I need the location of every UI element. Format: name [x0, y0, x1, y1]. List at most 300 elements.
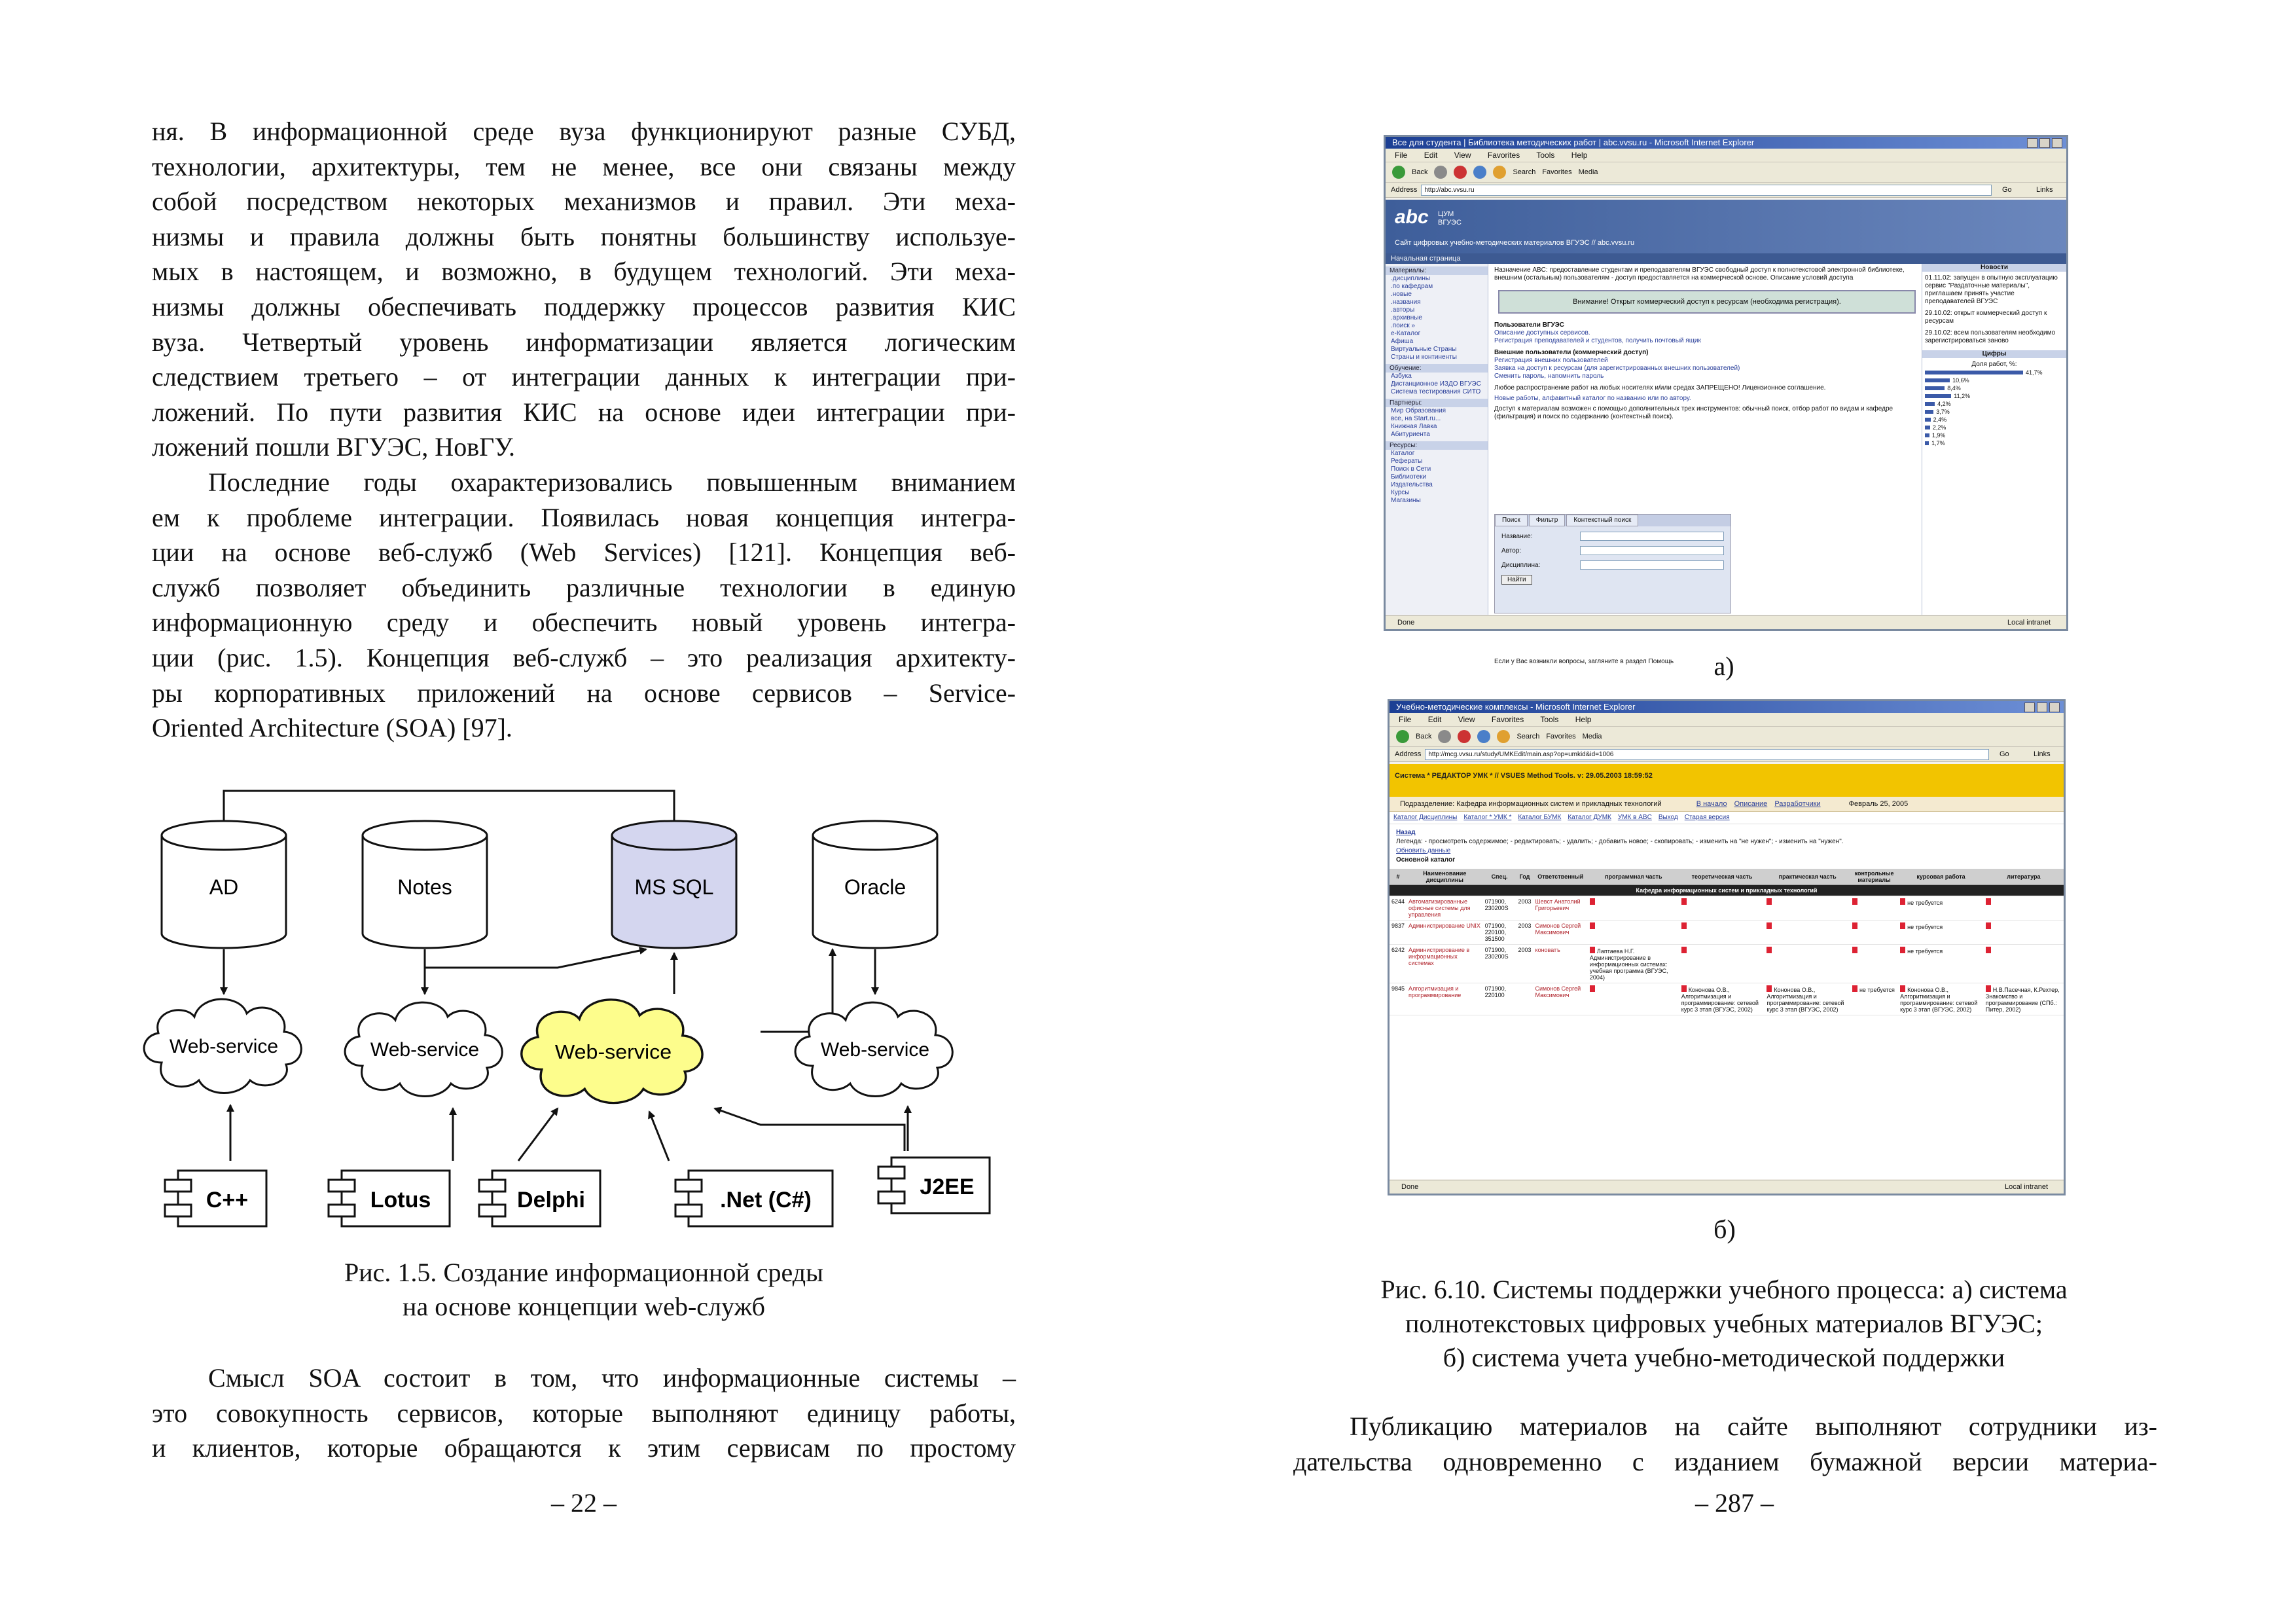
- sidebar-item[interactable]: Азбука: [1391, 373, 1412, 380]
- cell-text: 6242: [1391, 947, 1405, 953]
- paragraph-right: [1293, 1409, 2157, 1479]
- nav-link[interactable]: УМК в ABC: [1617, 814, 1652, 821]
- stat-row: [1925, 431, 2064, 439]
- stat-row: [1925, 416, 2064, 424]
- sidebar-item[interactable]: e-Каталог: [1391, 330, 1421, 337]
- stat-row: [1925, 408, 2064, 416]
- screenshot-label-b: б): [1713, 1214, 1736, 1244]
- go-button[interactable]: Go: [2000, 750, 2009, 758]
- table-cell[interactable]: [1534, 945, 1588, 983]
- ad-mssql-link: [224, 791, 674, 825]
- sidebar-item[interactable]: .авторы: [1391, 306, 1415, 314]
- external-item[interactable]: Сменить пароль, напомнить пароль: [1494, 373, 1604, 380]
- table-cell: [1588, 921, 1679, 945]
- stat-bar: [1925, 378, 1950, 382]
- document-icon[interactable]: [1986, 947, 1991, 953]
- users-item[interactable]: Регистрация преподавателей и студентов, получить почтовый ящик: [1494, 337, 1701, 344]
- title-input[interactable]: [1580, 532, 1724, 541]
- column-header: практическая часть: [1765, 869, 1850, 885]
- column-header: Ответственный: [1534, 869, 1588, 885]
- table-cell: [1679, 945, 1765, 983]
- address-input[interactable]: http://mcg.vvsu.ru/study/UMKEdit/main.asp?op=umkid&id=1006: [1425, 749, 1989, 760]
- service-cloud-3: [522, 1000, 702, 1103]
- new-works-text[interactable]: Новые работы, алфавитный каталог по названию или по автору.: [1494, 395, 1691, 402]
- table-cell: [1898, 896, 1984, 921]
- cell-text: Кононова О.В., Алгоритмизация и программирование: сетевой курс 3 этап (ВГУЭС, 2002): [1681, 987, 1759, 1013]
- text-line: Публикацию материалов на сайте выполняют сотрудники из-: [1350, 1412, 2157, 1441]
- cell-text: не требуется: [1907, 948, 1943, 955]
- stat-value: 3,7%: [1936, 409, 1950, 415]
- document-icon[interactable]: [1590, 922, 1595, 929]
- sidebar-item[interactable]: Система тестирования СИТО: [1391, 388, 1481, 395]
- text-line: информационную среду и обеспечить новый уровень интегра-: [152, 608, 1016, 638]
- document-icon[interactable]: [1900, 947, 1905, 953]
- go-button[interactable]: Go: [2002, 186, 2012, 194]
- table-cell: [1679, 983, 1765, 1015]
- db-ad: [162, 821, 286, 948]
- text-line: Последние годы охарактеризовались повышенным вниманием: [208, 467, 1016, 497]
- sidebar-item[interactable]: Виртуальные Страны: [1391, 346, 1457, 353]
- table-cell: [1850, 921, 1898, 945]
- column-header: Наименование дисциплины: [1407, 869, 1483, 885]
- table-cell: [1765, 896, 1850, 921]
- table-cell: [1390, 945, 1407, 983]
- field-label: Дисциплина:: [1501, 561, 1541, 569]
- page-number: – 22 –: [551, 1488, 617, 1518]
- table-cell[interactable]: [1407, 945, 1483, 983]
- breadcrumb[interactable]: Начальная страница: [1386, 253, 2066, 264]
- text-line: низмы и правила должны быть понятны большинству используе-: [152, 221, 1016, 251]
- column-header: программная часть: [1588, 869, 1679, 885]
- maximize-icon[interactable]: [2039, 138, 2050, 148]
- stat-row: [1925, 384, 2064, 392]
- window-controls: [2024, 702, 2060, 712]
- stat-bar: [1925, 394, 1951, 398]
- text-line: технологии, архитектуры, тем не менее, все они связаны между: [152, 151, 1016, 181]
- author-input[interactable]: [1580, 546, 1724, 555]
- menu-tools[interactable]: Tools: [1540, 715, 1559, 724]
- news-column: [1922, 264, 2066, 615]
- menu-help[interactable]: Help: [1575, 715, 1592, 724]
- table-cell: [1483, 921, 1516, 945]
- current-date: Февраль 25, 2005: [1848, 800, 1909, 808]
- menu-file[interactable]: File: [1399, 715, 1412, 724]
- zone-text: Local intranet: [2007, 619, 2051, 627]
- document-icon[interactable]: [1767, 922, 1772, 929]
- address-bar: [1390, 747, 2064, 762]
- table-cell: [1984, 945, 2064, 983]
- window-controls: [2027, 138, 2062, 148]
- table-cell: [1390, 921, 1407, 945]
- table-body: [1390, 885, 2064, 1015]
- service-cloud-4: [795, 1002, 952, 1096]
- table-header: [1390, 869, 2064, 885]
- tab-filter[interactable]: Фильтр: [1529, 515, 1566, 526]
- table-cell[interactable]: [1407, 896, 1483, 921]
- stat-value: 8,4%: [1947, 385, 1961, 392]
- document-icon[interactable]: [1986, 922, 1991, 929]
- notice-box: Внимание! Открыт коммерческий доступ к ресурсам (необходима регистрация).: [1498, 290, 1916, 314]
- maximize-icon[interactable]: [2037, 702, 2047, 712]
- stop-icon[interactable]: [1458, 730, 1471, 743]
- sidebar-item[interactable]: Магазины: [1391, 497, 1421, 504]
- right-page: [1148, 0, 2296, 1623]
- text-line: низмы должны обеспечивать поддержку процессов развития КИС: [152, 291, 1016, 321]
- menu-view[interactable]: View: [1458, 715, 1475, 724]
- zone-text: Local intranet: [2004, 1183, 2048, 1191]
- search-tabs: [1495, 515, 1731, 526]
- minimize-icon[interactable]: [2024, 702, 2035, 712]
- sidebar-item[interactable]: Книжная Лавка: [1391, 423, 1437, 430]
- menu-file[interactable]: File: [1395, 151, 1408, 160]
- table-row: [1390, 983, 2064, 1015]
- stat-value: 41,7%: [2026, 369, 2043, 376]
- sidebar-item[interactable]: Курсы: [1391, 489, 1410, 496]
- cell-text: не требуется: [1859, 987, 1895, 993]
- document-icon[interactable]: [1852, 898, 1857, 905]
- sidebar-item[interactable]: Афиша: [1391, 338, 1414, 345]
- stat-bar: [1925, 371, 2023, 374]
- table-cell: [1679, 896, 1765, 921]
- catalog-heading: Основной каталог: [1396, 856, 1456, 864]
- screenshot-label-a: а): [1713, 651, 1734, 681]
- stat-bar: [1925, 441, 1929, 445]
- table-cell[interactable]: [1407, 983, 1483, 1015]
- cell-text: не требуется: [1907, 924, 1943, 930]
- document-icon[interactable]: [1900, 985, 1905, 992]
- table-row: [1390, 921, 2064, 945]
- stop-icon[interactable]: [1454, 166, 1467, 179]
- menu-bar: [1390, 713, 2064, 727]
- menu-edit[interactable]: Edit: [1427, 715, 1442, 724]
- cell-text: Администрирование UNIX: [1408, 922, 1480, 929]
- tab-context-search[interactable]: Контекстный поиск: [1566, 515, 1638, 526]
- cell-text: Автоматизированные офисные системы для управления: [1408, 898, 1471, 918]
- stat-row: [1925, 392, 2064, 400]
- stat-value: 10,6%: [1952, 377, 1969, 384]
- stat-value: 2,4%: [1933, 416, 1947, 423]
- sidebar-item[interactable]: Библиотеки: [1391, 473, 1427, 481]
- service-cloud-2: [345, 1002, 502, 1096]
- component-label: Delphi: [517, 1188, 585, 1213]
- close-icon[interactable]: [2052, 138, 2062, 148]
- minimize-icon[interactable]: [2027, 138, 2037, 148]
- toolbar: [1386, 162, 2066, 183]
- sidebar-item[interactable]: Мир Образования: [1391, 407, 1446, 414]
- favorites-button[interactable]: Favorites: [1546, 733, 1576, 740]
- table-cell: [1483, 983, 1516, 1015]
- stat-bar: [1925, 410, 1933, 414]
- paragraph-1: [152, 114, 1016, 465]
- sidebar-item[interactable]: Страны и континенты: [1391, 354, 1457, 361]
- text-line: вуза. Четвертый уровень информатизации является логическим: [152, 327, 1016, 357]
- sidebar-heading: Обучение:: [1386, 364, 1488, 373]
- back-button[interactable]: Back: [1416, 733, 1432, 740]
- warning-text: Любое распространение работ на любых носителях и/или средах ЗАПРЕЩЕНО! Лицензионное соглашение.: [1494, 384, 1826, 392]
- window-title: Все для студента | Библиотека методических работ | abc.vvsu.ru - Microsoft Internet Explorer: [1386, 137, 2066, 149]
- legend-text: Легенда: - просмотреть содержимое; - редактировать; - удалить; - добавить новое; - скопировать; - изменить на "не нужен"; - изменить на "нужен".: [1396, 838, 1844, 845]
- favorites-button[interactable]: Favorites: [1542, 168, 1572, 176]
- paragraph-3: [152, 1360, 1016, 1466]
- menu-view[interactable]: View: [1454, 151, 1471, 160]
- table-cell: [1984, 983, 2064, 1015]
- component-cpp: [165, 1171, 266, 1226]
- stat-row: [1925, 376, 2064, 384]
- sidebar-item[interactable]: Каталог: [1391, 450, 1415, 457]
- stats-bars: [1925, 369, 2064, 447]
- cell-text: 071900, 230200S: [1484, 898, 1509, 911]
- menu-favorites[interactable]: Favorites: [1487, 151, 1520, 160]
- discipline-row: [1501, 560, 1724, 570]
- column-header: Спец.: [1483, 869, 1516, 885]
- site-banner: [1386, 200, 2066, 253]
- news-item: 29.10.02: открыт коммерческий доступ к ресурсам: [1925, 310, 2047, 325]
- sidebar-item[interactable]: .дисциплины: [1391, 275, 1431, 282]
- nav-link[interactable]: Старая версия: [1684, 814, 1730, 821]
- home-icon[interactable]: [1493, 166, 1506, 179]
- table-cell: [1850, 983, 1898, 1015]
- legend-block: [1390, 824, 2064, 869]
- document-icon[interactable]: [1852, 947, 1857, 953]
- text-line: и клиентов, которые обращаются к этим сервисам по простому: [152, 1433, 1016, 1463]
- text-line: это совокупность сервисов, которые выполняют единицу работы,: [152, 1398, 1016, 1428]
- table-cell[interactable]: [1534, 983, 1588, 1015]
- menu-tools[interactable]: Tools: [1536, 151, 1555, 160]
- document-icon[interactable]: [1986, 898, 1991, 905]
- find-button[interactable]: Найти: [1501, 575, 1532, 585]
- forward-icon[interactable]: [1438, 730, 1451, 743]
- author-row: [1501, 546, 1724, 555]
- refresh-icon[interactable]: [1473, 166, 1486, 179]
- logo-subtitle: [1438, 210, 1462, 227]
- text-line: ложений. По пути развития КИС на основе идеи интеграции при-: [152, 397, 1016, 427]
- sidebar: [1386, 264, 1488, 615]
- menu-edit[interactable]: Edit: [1424, 151, 1438, 160]
- sidebar-item[interactable]: .поиск »: [1391, 322, 1416, 329]
- table-cell: [1898, 921, 1984, 945]
- table-cell: [1765, 945, 1850, 983]
- cell-text: Лаптаева Н.Г. Администрирование в информационных системах: учебная программа (ВГУЭС, 2004): [1589, 948, 1668, 981]
- document-icon[interactable]: [1852, 985, 1857, 992]
- stat-row: [1925, 439, 2064, 447]
- text-line: собой посредством некоторых механизмов и правил. Эти меха-: [152, 187, 1016, 217]
- stat-bar: [1925, 386, 1945, 390]
- component-lotus: [329, 1171, 450, 1226]
- stat-bar: [1925, 402, 1935, 406]
- logo-sub-line: ЦУМ: [1438, 210, 1454, 218]
- cell-text: Алгоритмизация и программирование: [1408, 985, 1462, 998]
- window-title: Учебно-методические комплексы - Microsoft Internet Explorer: [1390, 701, 2064, 713]
- logo-sub-line: ВГУЭС: [1438, 219, 1462, 227]
- nav-link[interactable]: Каталог * УМК *: [1463, 814, 1512, 821]
- menu-help[interactable]: Help: [1571, 151, 1588, 160]
- caption-line: Рис. 1.5. Создание информационной среды: [344, 1258, 823, 1287]
- update-link[interactable]: Обновить данные: [1396, 847, 1451, 854]
- paragraph-2: [152, 465, 1016, 746]
- discipline-input[interactable]: [1580, 560, 1724, 570]
- db-label: AD: [209, 875, 239, 899]
- sidebar-item[interactable]: .по кафедрам: [1391, 283, 1433, 290]
- text-line: ложений пошли ВГУЭС, НовГУ.: [152, 432, 515, 462]
- document-icon[interactable]: [1767, 947, 1772, 953]
- sidebar-item[interactable]: .новые: [1391, 291, 1412, 298]
- nav-link[interactable]: Каталог БУМК: [1518, 814, 1562, 821]
- media-button[interactable]: Media: [1578, 168, 1598, 176]
- sidebar-item[interactable]: Дистанционное ИЗДО ВГУЭС: [1391, 380, 1481, 388]
- search-form: [1494, 514, 1731, 613]
- back-button[interactable]: Back: [1412, 168, 1428, 176]
- stat-row: [1925, 424, 2064, 431]
- table-row: [1390, 896, 2064, 921]
- document-icon[interactable]: [1767, 898, 1772, 905]
- sidebar-item[interactable]: Абитуриента: [1391, 431, 1430, 438]
- table-cell: [1516, 921, 1534, 945]
- links-button[interactable]: Links: [2036, 186, 2053, 194]
- table-cell[interactable]: [1534, 896, 1588, 921]
- table-cell: [1390, 983, 1407, 1015]
- external-heading: Внешние пользователи (коммерческий доступ): [1494, 349, 1649, 356]
- document-icon[interactable]: [1590, 985, 1595, 992]
- address-input[interactable]: http://abc.vvsu.ru: [1421, 185, 1992, 196]
- cell-text: Администрирование в информационных системах: [1408, 947, 1470, 966]
- client-arrows: [230, 1105, 908, 1161]
- forward-icon[interactable]: [1434, 166, 1447, 179]
- table-cell: [1984, 896, 2064, 921]
- column-header: контрольные материалы: [1850, 869, 1898, 885]
- db-mssql: [612, 821, 736, 948]
- column-header: курсовая работа: [1898, 869, 1984, 885]
- text-line: служб позволяет объединить различные технологии в единую: [152, 572, 1016, 602]
- sidebar-item[interactable]: Поиск в Сети: [1391, 465, 1431, 473]
- document-icon[interactable]: [1681, 985, 1687, 992]
- menu-favorites[interactable]: Favorites: [1491, 715, 1524, 724]
- sidebar-item[interactable]: Издательства: [1391, 481, 1433, 488]
- db-label: Notes: [397, 875, 452, 899]
- sidebar-item[interactable]: все, на Start.ru...: [1391, 415, 1441, 422]
- sidebar-heading: Материалы:: [1386, 266, 1488, 275]
- address-label: Address: [1391, 186, 1418, 194]
- table-cell: [1483, 945, 1516, 983]
- address-label: Address: [1395, 750, 1422, 758]
- sidebar-item[interactable]: Рефераты: [1391, 458, 1423, 465]
- table-cell: [1588, 945, 1679, 983]
- users-item[interactable]: Описание доступных сервисов.: [1494, 329, 1590, 337]
- text-line: следствием третьего – от интеграции данных к интеграции при-: [152, 362, 1016, 392]
- back-icon[interactable]: [1396, 730, 1409, 743]
- column-header: теоретическая часть: [1679, 869, 1765, 885]
- department-text: Подразделение: Кафедра информационных систем и прикладных технологий: [1400, 800, 1662, 808]
- table-cell[interactable]: [1407, 921, 1483, 945]
- text-line: Oriented Architecture (SOA) [97].: [152, 713, 512, 743]
- users-heading: Пользователи ВГУЭС: [1494, 321, 1565, 329]
- sidebar-item[interactable]: .названия: [1391, 299, 1421, 306]
- screenshot-umk-editor: [1388, 699, 2066, 1195]
- cell-text: 9837: [1391, 922, 1405, 929]
- refresh-icon[interactable]: [1477, 730, 1490, 743]
- document-icon[interactable]: [1590, 898, 1595, 905]
- table-row: [1390, 945, 2064, 983]
- department-row: [1390, 885, 2064, 896]
- text-line: Смысл SOA состоит в том, что информационные системы –: [208, 1363, 1016, 1393]
- service-label: Web-service: [169, 1036, 279, 1057]
- table-cell: [1984, 921, 2064, 945]
- tab-search[interactable]: Поиск: [1495, 515, 1528, 526]
- home-icon[interactable]: [1497, 730, 1510, 743]
- document-icon[interactable]: [1590, 947, 1595, 953]
- cell-text: Симонов Сергей Максимович: [1535, 922, 1581, 936]
- cell-text: 071900, 230200S: [1484, 947, 1509, 960]
- link-description[interactable]: Описание: [1734, 800, 1768, 808]
- stat-bar: [1925, 418, 1931, 422]
- media-button[interactable]: Media: [1582, 733, 1602, 740]
- stats-heading: Цифры: [1922, 350, 2066, 358]
- link-developers[interactable]: Разработчики: [1774, 800, 1821, 808]
- document-icon[interactable]: [1900, 898, 1905, 905]
- table-cell: [1483, 896, 1516, 921]
- document-icon[interactable]: [1986, 985, 1991, 992]
- sidebar-item[interactable]: .архивные: [1391, 314, 1422, 321]
- nav-link[interactable]: Каталог ДУМК: [1568, 814, 1611, 821]
- menu-bar: [1386, 149, 2066, 162]
- db-label: Oracle: [844, 875, 906, 899]
- caption-line: полнотекстовых цифровых учебных материалов ВГУЭС;: [1405, 1309, 2043, 1338]
- service-label: Web-service: [370, 1039, 480, 1061]
- links-button[interactable]: Links: [2034, 750, 2051, 758]
- text-line: мых в настоящем, и возможно, в будущем технологий. Эти меха-: [152, 257, 1016, 287]
- page-number: – 287 –: [1695, 1488, 1774, 1518]
- cell-text: коноватъ: [1535, 947, 1560, 953]
- back-link[interactable]: Назад: [1396, 829, 1416, 836]
- caption-line: б) система учета учебно-методической поддержки: [1443, 1343, 2005, 1372]
- close-icon[interactable]: [2049, 702, 2060, 712]
- search-button[interactable]: Search: [1513, 168, 1536, 176]
- search-button[interactable]: Search: [1516, 733, 1540, 740]
- department-name: Кафедра информационных систем и прикладных технологий: [1390, 885, 2064, 896]
- external-item[interactable]: Регистрация внешних пользователей: [1494, 357, 1608, 364]
- back-icon[interactable]: [1392, 166, 1405, 179]
- text-line: ции на основе веб-служб (Web Services) [121]. Концепция веб-: [152, 538, 1016, 568]
- app-title: Система * РЕДАКТОР УМК * // VSUES Method Tools. v: 29.05.2003 18:59:52: [1395, 772, 1653, 780]
- component-label: J2EE: [920, 1175, 975, 1199]
- news-heading: Новости: [1922, 264, 2066, 272]
- text-line: дательства одновременно с изданием бумажной версии материа-: [1293, 1446, 2157, 1476]
- document-icon[interactable]: [1852, 922, 1857, 929]
- table-cell: [1898, 983, 1984, 1015]
- document-icon[interactable]: [1900, 922, 1905, 929]
- status-text: Done: [1401, 1183, 1419, 1191]
- app-header: [1390, 764, 2064, 797]
- document-icon[interactable]: [1681, 898, 1687, 905]
- table-cell[interactable]: [1534, 921, 1588, 945]
- status-bar: [1390, 1180, 2064, 1194]
- document-icon[interactable]: [1767, 985, 1772, 992]
- nav-link[interactable]: Выход: [1658, 814, 1678, 821]
- table-cell: [1516, 945, 1534, 983]
- service-cloud-1: [144, 999, 301, 1093]
- column-header: Год: [1516, 869, 1534, 885]
- table-cell: [1765, 921, 1850, 945]
- cell-text: не требуется: [1907, 900, 1943, 906]
- document-icon[interactable]: [1681, 947, 1687, 953]
- stat-row: [1925, 369, 2064, 376]
- document-icon[interactable]: [1681, 922, 1687, 929]
- nav-link[interactable]: Каталог Дисциплины: [1393, 814, 1458, 821]
- link-home[interactable]: В начало: [1696, 800, 1727, 808]
- field-label: Название:: [1501, 532, 1533, 540]
- external-item[interactable]: Заявка на доступ к ресурсам (для зарегистрированных внешних пользователей): [1494, 365, 1740, 372]
- site-logo[interactable]: abc: [1395, 206, 1429, 228]
- caption-line: Рис. 6.10. Системы поддержки учебного процесса: а) система: [1380, 1275, 2068, 1304]
